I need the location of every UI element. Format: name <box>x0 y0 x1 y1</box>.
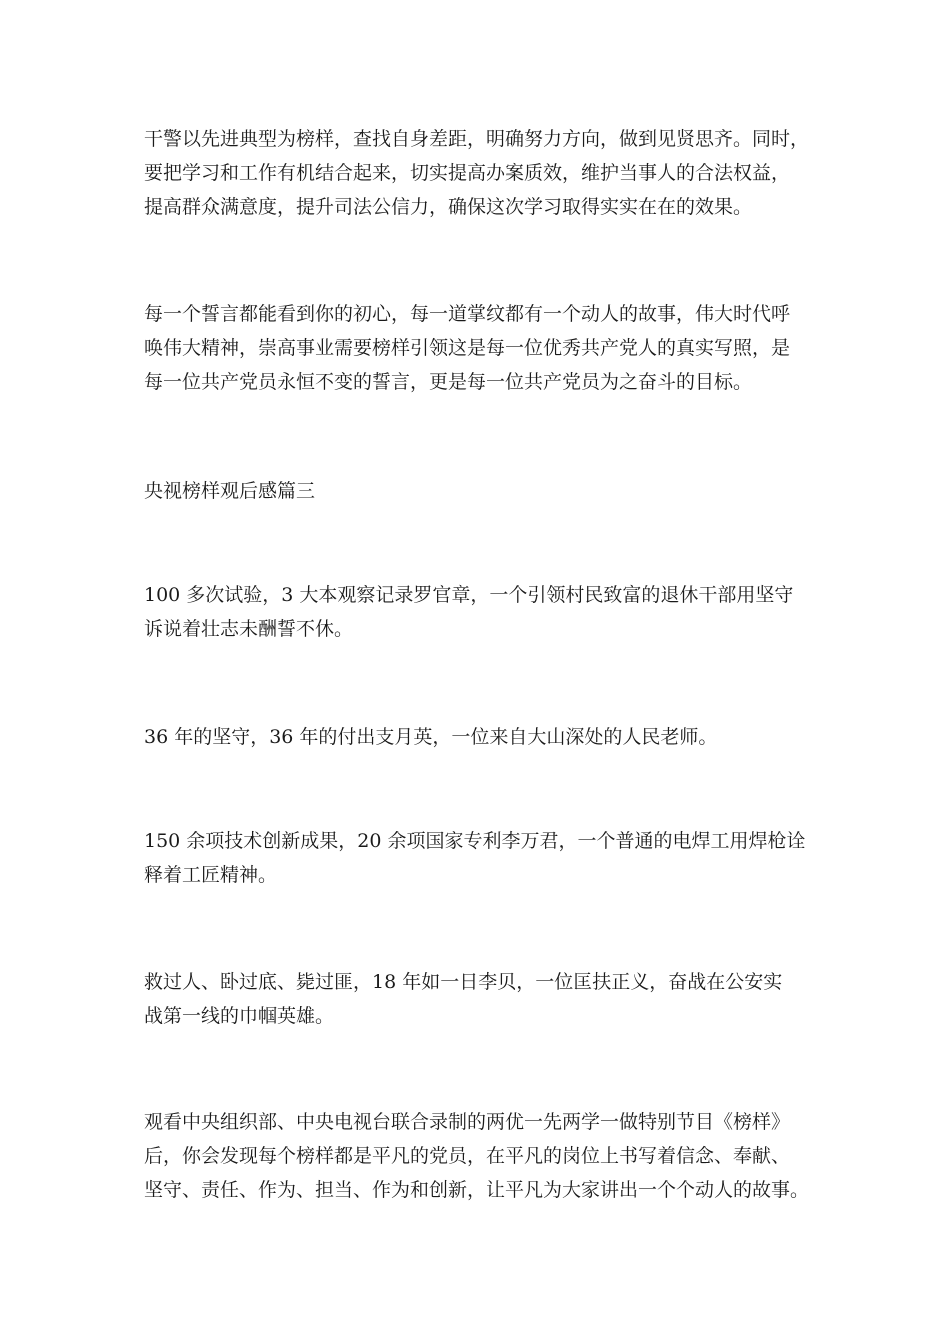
heading-line: 央视榜样观后感篇三 <box>144 480 316 502</box>
text-line: 100 多次试验，3 大本观察记录罗官章，一个引领村民致富的退休干部用坚守 <box>144 584 794 606</box>
paragraph-oath <box>144 297 816 399</box>
text-line: 干警以先进典型为榜样，查找自身差距，明确努力方向，做到见贤思齐。同时， <box>144 128 810 150</box>
text-line: 救过人、卧过底、毙过匪，18 年如一日李贝，一位匡扶正义，奋战在公安实 <box>144 971 783 993</box>
text-line: 释着工匠精神。 <box>144 864 278 886</box>
text-line: 每一位共产党员永恒不变的誓言，更是每一位共产党员为之奋斗的目标。 <box>144 371 753 393</box>
text-line: 提高群众满意度，提升司法公信力，确保这次学习取得实实在在的效果。 <box>144 196 753 218</box>
paragraph-program-review <box>144 1105 816 1207</box>
text-line: 150 余项技术创新成果，20 余项国家专利李万君，一个普通的电焊工用焊枪诠 <box>144 830 806 852</box>
text-line: 后，你会发现每个榜样都是平凡的党员，在平凡的岗位上书写着信念、奉献、 <box>144 1145 791 1167</box>
paragraph-li-wanjun <box>144 824 816 892</box>
paragraph-study-effect <box>144 122 816 224</box>
text-line: 36 年的坚守，36 年的付出支月英，一位来自大山深处的人民老师。 <box>144 726 718 748</box>
paragraph-luo-guanzhang <box>144 578 816 646</box>
section-heading <box>144 474 816 508</box>
text-line: 坚守、责任、作为、担当、作为和创新，让平凡为大家讲出一个个动人的故事。 <box>144 1179 810 1201</box>
text-line: 每一个誓言都能看到你的初心，每一道掌纹都有一个动人的故事，伟大时代呼 <box>144 303 791 325</box>
text-line: 观看中央组织部、中央电视台联合录制的两优一先两学一做特别节目《榜样》 <box>144 1111 791 1133</box>
text-line: 要把学习和工作有机结合起来，切实提高办案质效，维护当事人的合法权益， <box>144 162 791 184</box>
paragraph-zhi-yueying <box>144 720 816 754</box>
paragraph-li-bei <box>144 965 816 1033</box>
text-line: 唤伟大精神，崇高事业需要榜样引领这是每一位优秀共产党人的真实写照，是 <box>144 337 791 359</box>
text-line: 诉说着壮志未酬誓不休。 <box>144 618 354 640</box>
text-line: 战第一线的巾帼英雄。 <box>144 1005 335 1027</box>
